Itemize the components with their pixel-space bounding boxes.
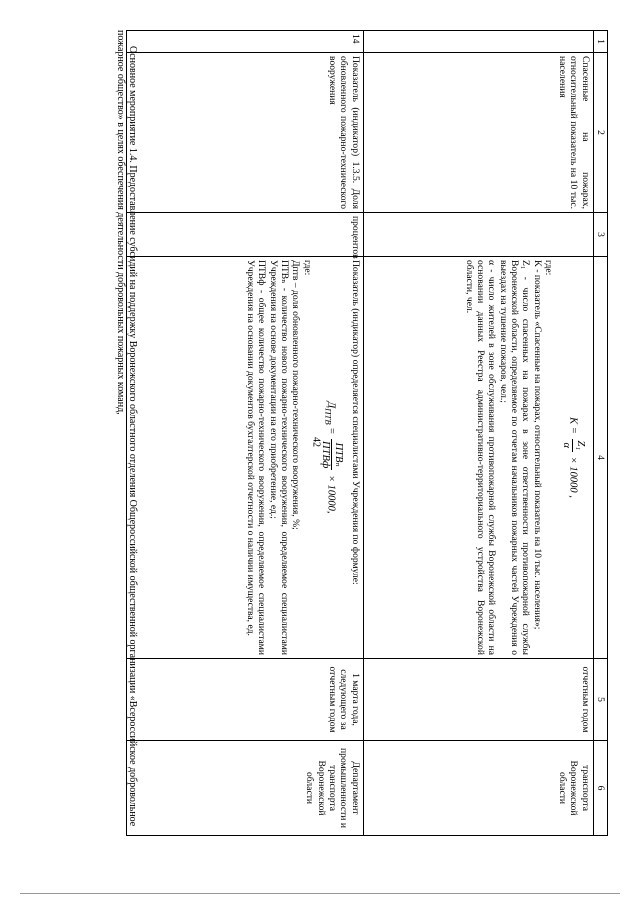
footer-paragraph: Основное мероприятие 1.4. Предоставление субсидий на поддержку Воронежского областного отделения Общероссийской общественной организации «Всероссийское добровольное пожарное общество» в целях обеспечения деятельности добровольных пожарных команд, (115, 30, 138, 827)
formula-fraction (319, 439, 345, 470)
header-col-1: 1 (593, 31, 607, 53)
header-col-2: 2 (593, 53, 607, 213)
formula-numerator: ПТВₙ (331, 439, 344, 470)
responsible-body: Департамент промышленности и транспорта Воронежской области (126, 741, 363, 836)
header-col-5: 5 (593, 659, 607, 741)
definition: Z₁ - число спасенных на пожарах в зоне ответственности противопожарной службы Воронежской области, определяемое по отчетам начальников пожарных частей Учреждения о выездах на тушение пожаров, чел.; (497, 260, 532, 655)
formula-denominator: α (561, 442, 573, 448)
table-header-row (593, 31, 607, 836)
formula-rhs: × 10000, (326, 474, 338, 514)
landscape-content (108, 30, 608, 860)
formula-lhs: Д (326, 401, 338, 409)
table-row (126, 31, 363, 836)
method-intro: Показатель (индикатор) определяется специалистами Учреждения по формуле: (349, 260, 361, 585)
formula-fraction (560, 439, 586, 453)
indicator-unit (363, 213, 593, 257)
where-label: где: (301, 260, 313, 276)
indicator-method (363, 257, 593, 659)
formula-numerator: Z₁ (572, 439, 585, 453)
definition: ПТВф - общее количество пожарно-технического вооружения, определяемое специалистами Учреждения на основании документов бухгалтерской отчетности о наличии имущества, ед. (245, 260, 268, 655)
definition: α - число жителей в зоне обслуживания противопожарной службы Воронежской области на основании данных Реестра административно-территориального устройства Воронежской области, чел. (463, 260, 498, 655)
formula-rhs: × 10000 , (567, 456, 579, 498)
responsible-body: транспорта Воронежской области (363, 741, 593, 836)
definition: ПТВₙ - количество нового пожарно-технического вооружения, определяемое специалистами Учреждения на основе документации на его приобретение, ед.; (267, 260, 290, 655)
table-row (363, 31, 593, 836)
header-col-6: 6 (593, 741, 607, 836)
formula (560, 260, 586, 655)
reporting-period: 1 марта года, следующего за отчетным годом (126, 659, 363, 741)
formula-lhs-subscript: ПТВ (324, 408, 334, 425)
indicator-method (126, 257, 363, 659)
reporting-period: отчетным годом (363, 659, 593, 741)
definition: K - показатель «Спасенные на пожарах, относительный показатель на 10 тыс. населения»; (531, 260, 543, 630)
row-number: 14 (126, 31, 363, 53)
indicator-unit: процентов (126, 213, 363, 257)
indicators-table (126, 30, 608, 836)
formula-denominator: ПТВф (320, 441, 331, 469)
header-col-3: 3 (593, 213, 607, 257)
definition: Дптв – доля обновленного пожарно-технического вооружения, %; (290, 260, 302, 530)
where-label: где: (542, 260, 554, 276)
formula-lhs: K = (567, 417, 579, 437)
bottom-rule (20, 893, 620, 894)
page-number: 42 (310, 437, 322, 447)
indicator-name: Показатель (индикатор) 1.3.5. Доля обновленного пожарно-технического вооружения (126, 53, 363, 213)
formula-equals: = (326, 427, 338, 438)
formula (319, 260, 345, 655)
indicator-name: Спасенные на пожарах, относительный показатель на 10 тыс. населения (363, 53, 593, 213)
rotated-page-content (108, 30, 608, 860)
row-number (363, 31, 593, 53)
header-col-4: 4 (593, 257, 607, 659)
